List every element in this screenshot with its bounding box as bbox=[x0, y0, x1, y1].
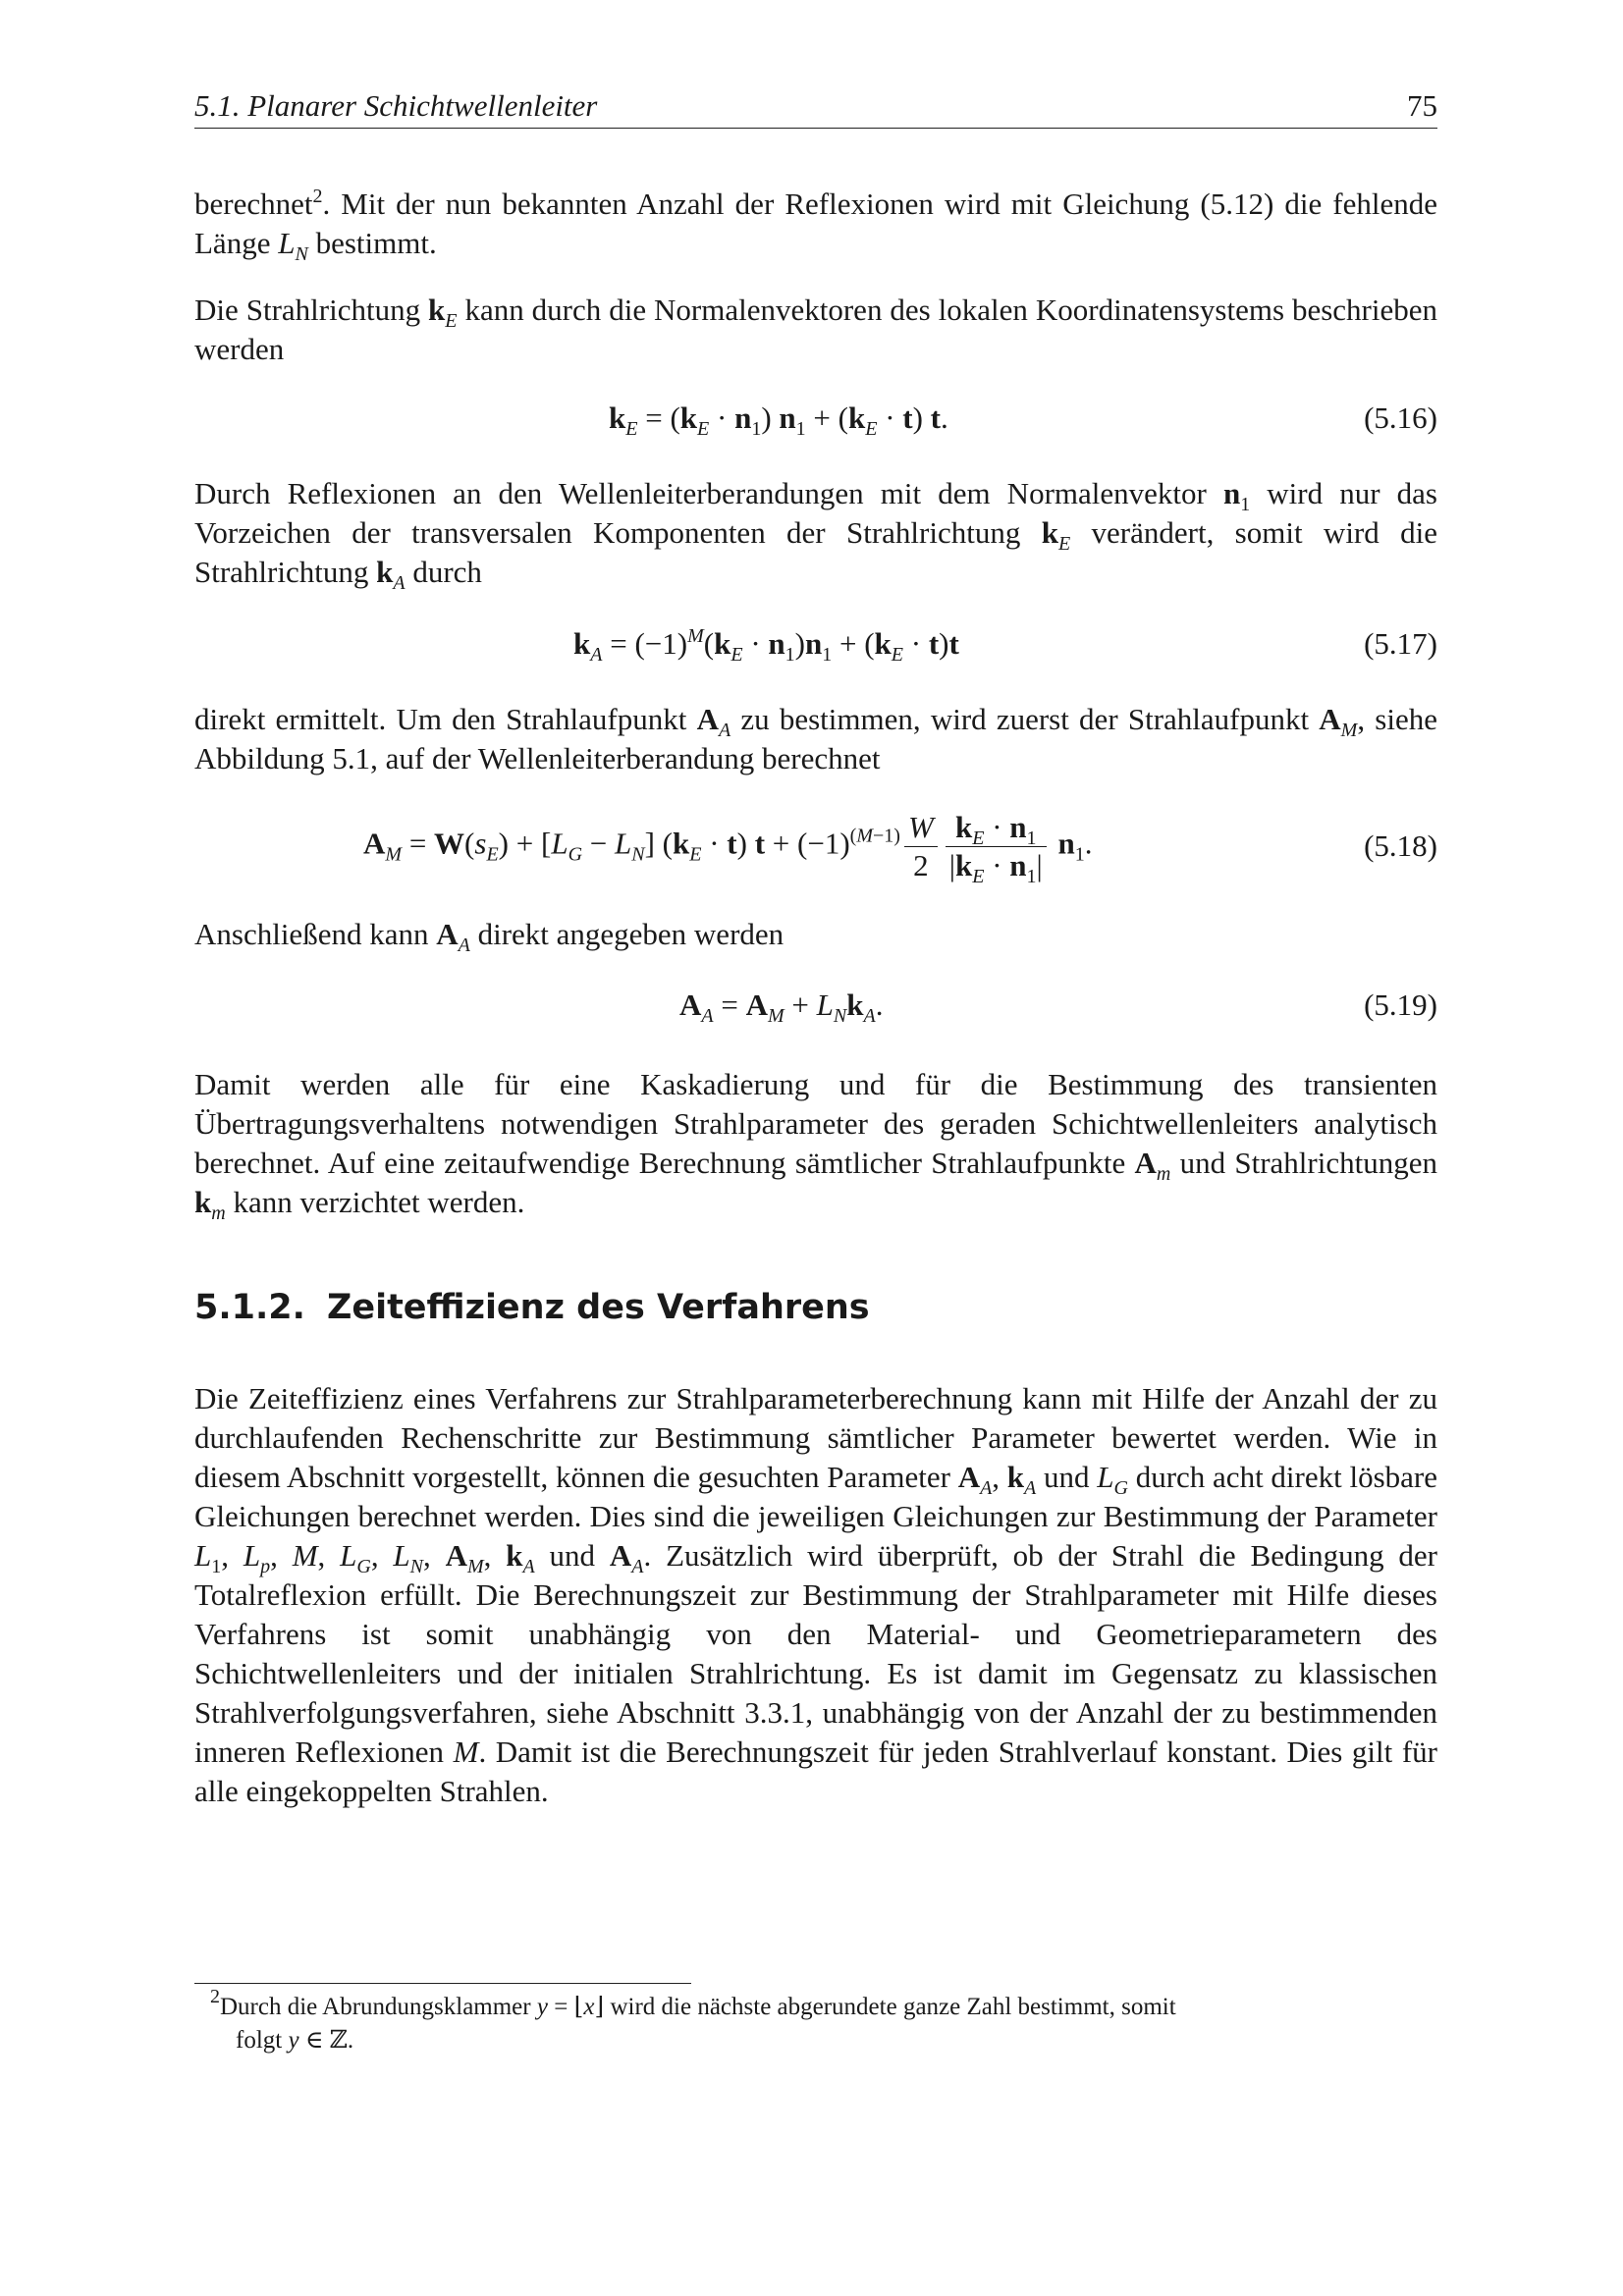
footnote-mark: 2 bbox=[210, 1986, 220, 2007]
footnote-text-a: Durch die Abrundungsklammer bbox=[220, 1994, 531, 2020]
equation-5-17: $k_A = (-1)^M(k_E \cdot n_1)n_1 + (k_E \cdot t)t$ (5.17) bbox=[573, 625, 1437, 666]
equation-5-18: $A_M = W(s_E) + [L_G - L_N] (k_E \cdot t) t + (-1)^{(M-1)}$ $\frac{W}{2}$ $\frac{k_E \cdot n_1}{|k_E \cdot n_1|}$ $n_1$. (5.18) bbox=[363, 810, 1437, 887]
footnote-text-b: wird die nächste abgerundete ganze Zahl bestimmt, somit bbox=[610, 1994, 1176, 2020]
footnote-rule bbox=[194, 1983, 691, 1984]
paragraph-3: Durch Reflexionen an den Wellenleiterberandungen mit dem Normalenvektor $n_1$ wird nur das Vorzeichen der transversalen Komponenten der Strahlrichtung $k_E$ verändert, somit wird die Strahlrichtung $k_A$ durch bbox=[194, 476, 1437, 594]
header-section-title: 5.1. Planarer Schichtwellenleiter bbox=[194, 88, 598, 123]
equation-number: (5.19) bbox=[1364, 988, 1437, 1022]
footnote: $^2$Durch die Abrundungsklammer y = ⌊x⌋ wird die nächste abgerundete ganze Zahl bestimmt, somit folgt y ∈ ℤ. bbox=[210, 1986, 1176, 2054]
equation-number: (5.16) bbox=[1364, 400, 1437, 435]
paragraph-5: Anschließend kann $A_A$ direkt angegeben werden bbox=[194, 917, 784, 956]
section-heading bbox=[194, 1288, 870, 1327]
header-page-number: 75 bbox=[1407, 88, 1437, 123]
paragraph-7: Die Zeiteffizienz eines Verfahrens zur Strahlparameterberechnung kann mit Hilfe der Anzahl der zu durchlaufenden Rechenschritte zur Bestimmung sämtlicher Parameter bewertet werden. Wie in diesem Abschnitt vorgestellt, können die gesuchten Parameter $A_A$, $k_A$ und $L_G$ durch acht direkt lösbare Gleichungen berechnet werden. Dies sind die jeweiligen Gleichungen zur Bestimmung der Parameter $L_1$, $L_p$, M, $L_G$, $L_N$, $A_M$, $k_A$ und $A_A$. Zusätzlich wird überprüft, ob der Strahl die Bedingung der Totalreflexion erfüllt. Die Berechnungszeit zur Bestimmung der Strahlparameter mit Hilfe dieses Verfahrens ist somit unabhängig von den Material- und Geometrieparametern des Schichtwellenleiters und der initialen Strahlrichtung. Es ist damit im Gegensatz zu klassischen Strahlverfolgungsverfahren, siehe Abschnitt 3.3.1, unabhängig von der Anzahl der zu bestimmenden inneren Reflexionen M. Damit ist die Berechnungszeit für jeden Strahlverlauf konstant. Dies gilt für alle eingekoppelten Strahlen. bbox=[194, 1381, 1438, 1808]
equation-number: (5.17) bbox=[1364, 626, 1437, 661]
paragraph-2: Die Strahlrichtung $k_E$ kann durch die Normalenvektoren des lokalen Koordinatensystems beschrieben werden bbox=[194, 293, 1437, 366]
equation-number: (5.18) bbox=[1364, 828, 1437, 863]
equation-5-16: $k_E = (k_E \cdot n_1) n_1 + (k_E \cdot t)$ t. (5.16) bbox=[609, 400, 1437, 440]
section-title: Zeiteffizienz des Verfahrens bbox=[326, 1288, 870, 1327]
running-header bbox=[194, 84, 1437, 129]
equation-5-19: $A_A = A_M + L_Nk_A$. (5.19) bbox=[679, 988, 1437, 1027]
paragraph-4: direkt ermittelt. Um den Strahlaufpunkt $A_A$ zu bestimmen, wird zuerst der Strahlaufpunkt $A_M$, siehe Abbildung 5.1, auf der Wellenleiterberandung berechnet bbox=[194, 702, 1437, 775]
section-number: 5.1.2. bbox=[194, 1288, 305, 1327]
footnote-text-c: folgt bbox=[236, 2027, 283, 2054]
paragraph-6: Damit werden alle für eine Kaskadierung und für die Bestimmung des transienten Übertragungsverhaltens notwendigen Strahlparameter des geraden Schichtwellenleiters analytisch berechnet. Auf eine zeitaufwendige Berechnung sämtlicher Strahlaufpunkte $A_m$ und Strahlrichtungen $k_m$ kann verzichtet werden. bbox=[194, 1067, 1437, 1224]
paragraph-1: berechnet$^2$. Mit der nun bekannten Anzahl der Reflexionen wird mit Gleichung (5.12) die fehlende Länge $L_N$ bestimmt. bbox=[194, 186, 1437, 265]
